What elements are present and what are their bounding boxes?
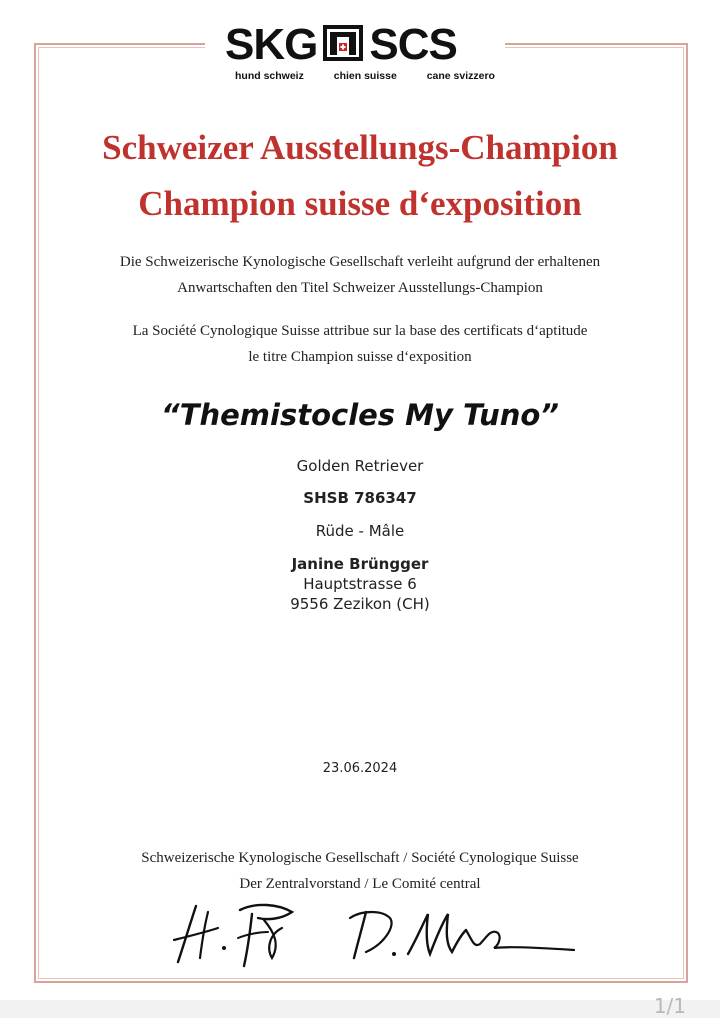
- owner-street: Hauptstrasse 6: [303, 575, 417, 593]
- swiss-kennel-emblem-icon: [321, 23, 365, 67]
- dog-breed: Golden Retriever: [296, 457, 424, 475]
- dog-name: “Themistocles My Tuno”: [161, 398, 559, 432]
- page-indicator: 1/1: [653, 994, 686, 1018]
- logo-skg-text: SKG: [225, 20, 318, 69]
- logo-tagline: [235, 70, 495, 82]
- issuer-line1: Schweizerische Kynologische Gesellschaft / Société Cynologique Suisse: [141, 850, 579, 866]
- title-french: Champion suisse d‘exposition: [138, 184, 582, 223]
- tagline-fr: chien suisse: [333, 70, 397, 82]
- tagline-it: cane svizzero: [426, 70, 495, 82]
- german-statement-line1: Die Schweizerische Kynologische Gesellschaft verleiht aufgrund der erhaltenen: [119, 254, 601, 270]
- registration-number: SHSB 786347: [303, 489, 417, 507]
- owner-city: 9556 Zezikon (CH): [290, 595, 430, 613]
- issuer-block: [0, 845, 720, 897]
- german-statement-line2: Anwartschaften den Titel Schweizer Ausstellungs-Champion: [177, 280, 543, 296]
- issuer-line2: Der Zentralvorstand / Le Comité central: [239, 876, 481, 892]
- issue-date: 23.06.2024: [322, 761, 398, 776]
- french-statement-line1: La Société Cynologique Suisse attribue sur la base des certificats d‘aptitude: [132, 323, 588, 339]
- dog-sex: Rüde - Mâle: [315, 522, 405, 540]
- signature-left: [168, 898, 308, 970]
- owner-name: Janine Brüngger: [291, 555, 429, 573]
- title-german: Schweizer Ausstellungs-Champion: [102, 128, 618, 167]
- logo-scs-text: SCS: [369, 20, 457, 69]
- signature-right: [348, 904, 578, 962]
- tagline-de: hund schweiz: [235, 70, 304, 82]
- french-statement: [0, 318, 720, 370]
- french-statement-line2: le titre Champion suisse d‘exposition: [248, 349, 472, 365]
- german-statement: [0, 249, 720, 301]
- skg-scs-logo: [205, 22, 505, 86]
